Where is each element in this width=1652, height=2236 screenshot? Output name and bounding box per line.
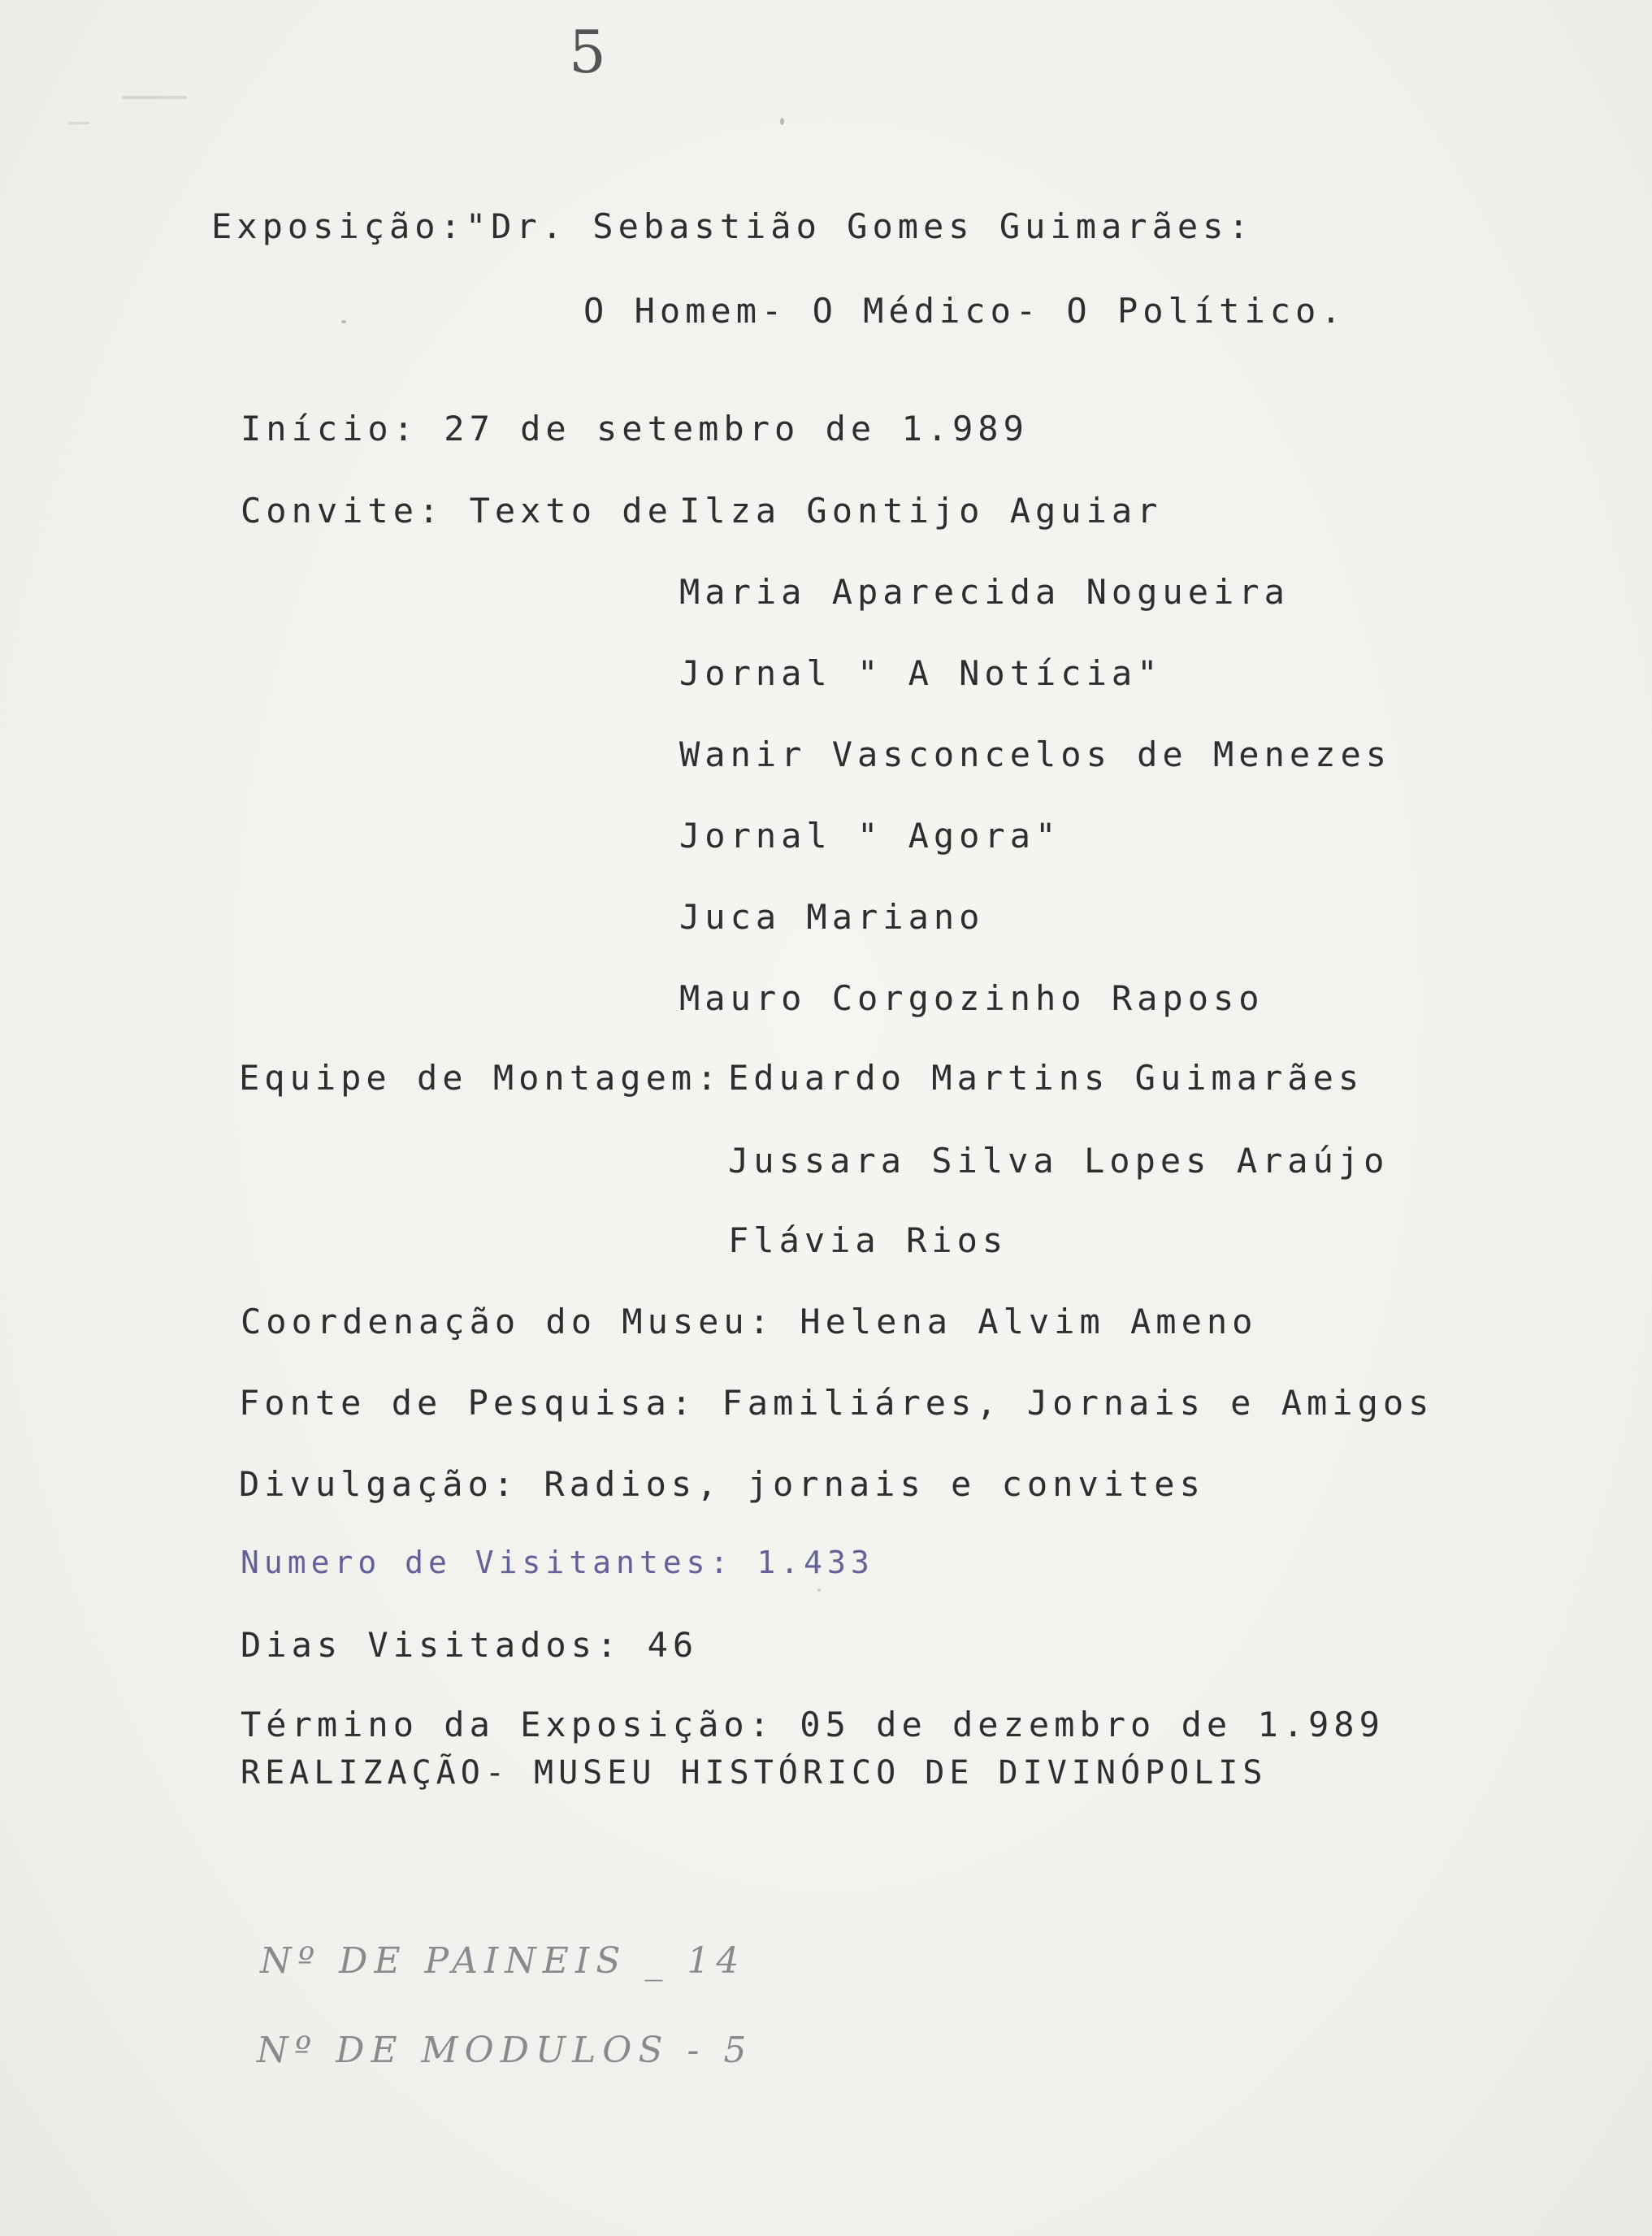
- convite-name: Maria Aparecida Nogueira: [679, 572, 1290, 612]
- convite-name: Mauro Corgozinho Raposo: [679, 978, 1264, 1018]
- handwritten-modulos: Nº DE MODULOS - 5: [257, 2030, 753, 2071]
- fonte-line: Fonte de Pesquisa: Familiáres, Jornais e Amigos: [239, 1383, 1434, 1423]
- realizacao-line: REALIZAÇÃO- MUSEU HISTÓRICO DE DIVINÓPOLIS: [241, 1754, 1268, 1792]
- convite-name: Jornal " A Notícia": [679, 653, 1163, 693]
- convite-name: Jornal " Agora": [679, 816, 1061, 856]
- convite-name: Juca Mariano: [679, 897, 985, 937]
- paper-speck: [817, 1588, 821, 1592]
- visitantes-line: Numero de Visitantes: 1.433: [241, 1545, 874, 1580]
- paper-speck: [122, 96, 187, 99]
- equipe-name: Eduardo Martins Guimarães: [728, 1058, 1364, 1098]
- paper-speck: [780, 118, 784, 125]
- page-number: 5: [569, 18, 606, 86]
- coordenacao-line: Coordenação do Museu: Helena Alvim Ameno: [241, 1302, 1258, 1341]
- convite-name: Wanir Vasconcelos de Menezes: [679, 734, 1392, 774]
- termino-line: Término da Exposição: 05 de dezembro de 1.989: [241, 1705, 1385, 1744]
- dias-line: Dias Visitados: 46: [241, 1625, 699, 1665]
- paper-speck: [341, 320, 346, 323]
- title-line-1: Exposição:"Dr. Sebastião Gomes Guimarães:: [211, 206, 1254, 246]
- equipe-name: Flávia Rios: [728, 1220, 1008, 1260]
- divulgacao-line: Divulgação: Radios, jornais e convites: [239, 1464, 1205, 1504]
- convite-label: Convite: Texto de: [241, 491, 673, 531]
- convite-name: Ilza Gontijo Aguiar: [679, 491, 1163, 531]
- paper-speck: [68, 122, 89, 124]
- equipe-label: Equipe de Montagem:: [239, 1058, 722, 1098]
- equipe-name: Jussara Silva Lopes Araújo: [728, 1141, 1390, 1181]
- handwritten-paineis: Nº DE PAINEIS _ 14: [260, 1940, 746, 1982]
- title-line-2: O Homem- O Médico- O Político.: [583, 291, 1346, 331]
- inicio-line: Início: 27 de setembro de 1.989: [241, 409, 1029, 448]
